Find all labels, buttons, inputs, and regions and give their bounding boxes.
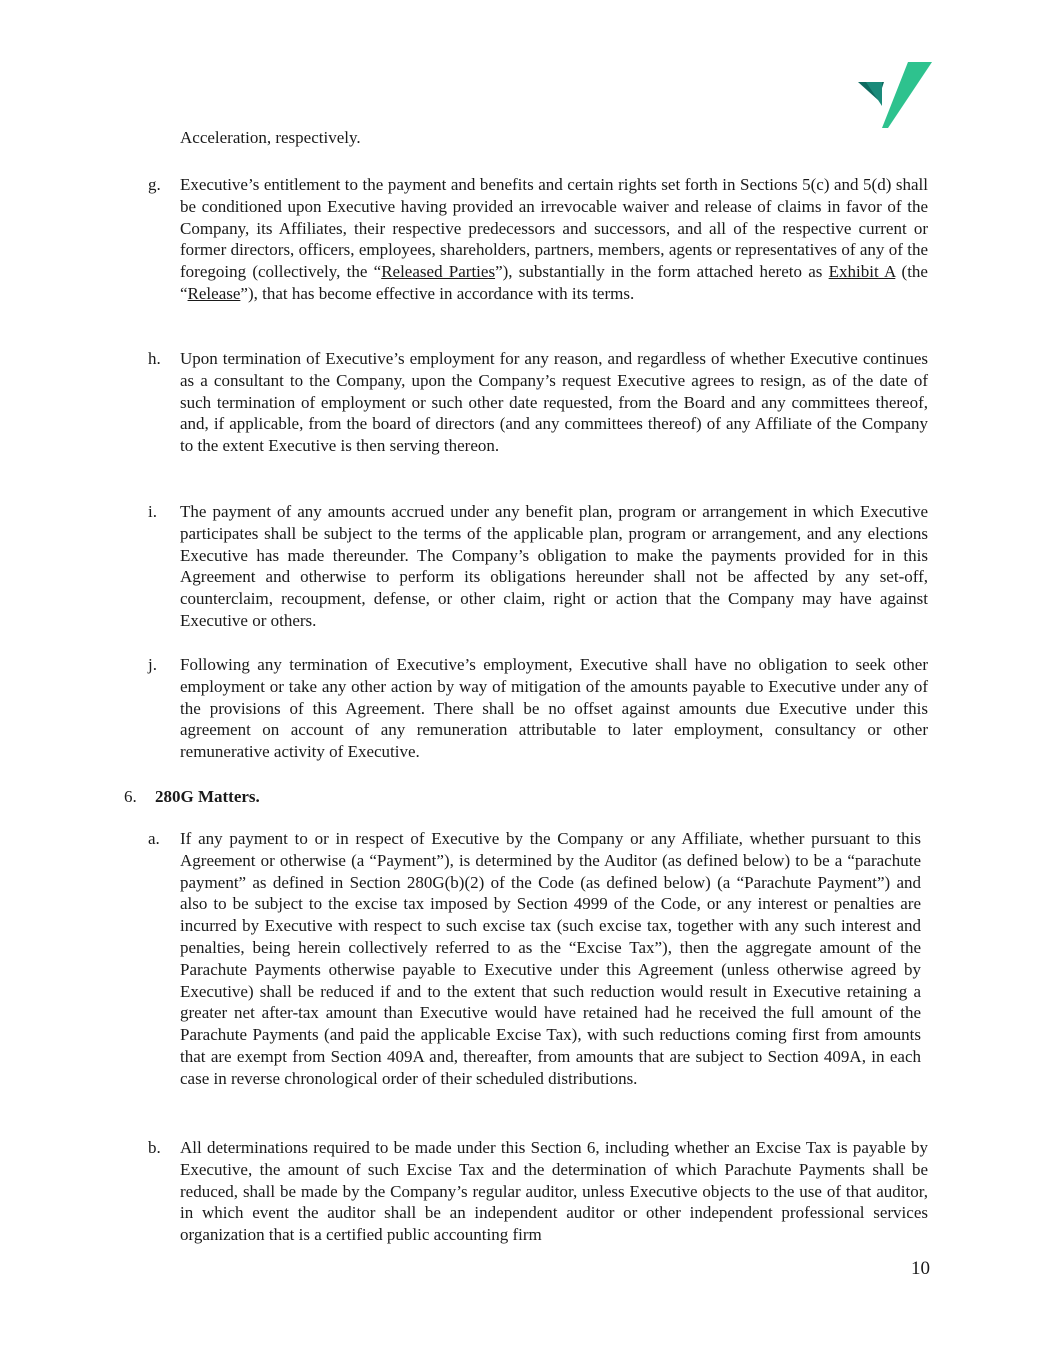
clause-text: ”), substantially in the form attached hereto as xyxy=(495,262,829,282)
clause-5g xyxy=(148,174,928,305)
clause-text: Upon termination of Executive’s employment for any reason, and regardless of whether Executive continues as a consultant to the Company, upon the Company’s request Executive agrees to resign, as of the date of such termination of employment or such other date requested, from the Board and any committees thereof, and, if applicable, from the board of directors (and any committees thereof) of any Affiliate of the Company to the extent Executive is then serving thereon. xyxy=(180,349,928,456)
clause-5j xyxy=(148,654,928,763)
continuation-text: Acceleration, respectively. xyxy=(180,128,361,147)
clause-marker: h. xyxy=(148,349,161,368)
clause-text: (the “ xyxy=(180,262,928,303)
clause-text: ”), that has become effective in accordance with its terms. xyxy=(240,283,635,303)
clause-marker: i. xyxy=(148,502,157,521)
clause-text: All determinations required to be made under this Section 6, including whether an Excise Tax is payable by Executive, the amount of such Excise Tax and the determination of which Parachute Payments shall be reduced, shall be made by the Company’s regular auditor, unless Executive objects to the use of that auditor, in which event the auditor shall be an independent auditor or other independent professional services organization that is a certified public accounting firm xyxy=(180,1138,928,1245)
clause-text: Following any termination of Executive’s employment, Executive shall have no obligation to seek other employment or take any other action by way of mitigation of the amounts payable to Executive under any of the provisions of this Agreement. There shall be no offset against amounts due Executive under this agreement on account of any remuneration attributable to later employment, consultancy or other remunerative activity of Executive. xyxy=(180,655,928,762)
clause-text: The payment of any amounts accrued under any benefit plan, program or arrangement in which Executive participates shall be subject to the terms of the applicable plan, program or arrangement, and any elections Executive has made thereunder. The Company’s obligation to make the payments provided for in this Agreement and otherwise to perform its obligations hereunder shall not be affected by any set-off, counterclaim, recoupment, defense, or other claim, right or action that the Company may have against Executive or others. xyxy=(180,502,928,630)
clause-6b xyxy=(148,1137,928,1246)
clause-5i xyxy=(148,501,928,632)
clause-text: If any payment to or in respect of Executive by the Company or any Affiliate, whether pursuant to this Agreement or otherwise (a “Payment”), is determined by the Auditor (as defined below) to be a “parachute payment” as defined in Section 280G(b)(2) of the Code (as defined below) (a “Parachute Payment”) and also to be subject to the excise tax imposed by Section 4999 of the Code, or any interest or penalties are incurred by Executive with respect to such excise tax (such excise tax, together with any such interest and penalties, being herein collectively referred to as the “Excise Tax”), then the aggregate amount of the Parachute Payments otherwise payable to Executive under this Agreement (unless otherwise agreed by Executive) shall be reduced if and to the extent that such reduction would result in Executive retaining a greater net after-tax amount than Executive would have retained had he received the full amount of the Parachute Payments (and paid the applicable Excise Tax), with such reductions coming first from amounts that are exempt from Section 409A and, thereafter, from amounts that are subject to Section 409A, in each case in reverse chronological order of their scheduled distributions. xyxy=(180,829,921,1088)
section-6-heading xyxy=(124,786,260,808)
clause-5h xyxy=(148,348,928,457)
clause-6a xyxy=(148,828,921,1090)
clause-text: Executive’s entitlement to the payment and benefits and certain rights set forth in Sections 5(c) and 5(d) shall be conditioned upon Executive having provided an irrevocable waiver and release of claims in favor of the Company, its Affiliates, their respective predecessors and successors, and all of the respective current or former directors, officers, employees, shareholders, partners, members, agents or representatives of any of the foregoing (collectively, the “ xyxy=(180,175,928,282)
clause-marker: b. xyxy=(148,1138,161,1157)
logo-mid-shard xyxy=(866,82,882,106)
logo-right-shard xyxy=(882,62,932,128)
clause-marker: a. xyxy=(148,829,160,848)
clause-marker: g. xyxy=(148,175,161,194)
exhibit-a-reference: Exhibit A xyxy=(828,262,896,282)
page-number: 10 xyxy=(911,1258,930,1279)
section-title: 280G Matters. xyxy=(155,787,260,806)
defined-term-released-parties: Released Parties xyxy=(381,262,496,282)
company-logo-icon xyxy=(856,60,932,128)
section-number: 6. xyxy=(124,787,137,806)
defined-term-release: Release xyxy=(187,283,241,303)
clause-marker: j. xyxy=(148,655,157,674)
